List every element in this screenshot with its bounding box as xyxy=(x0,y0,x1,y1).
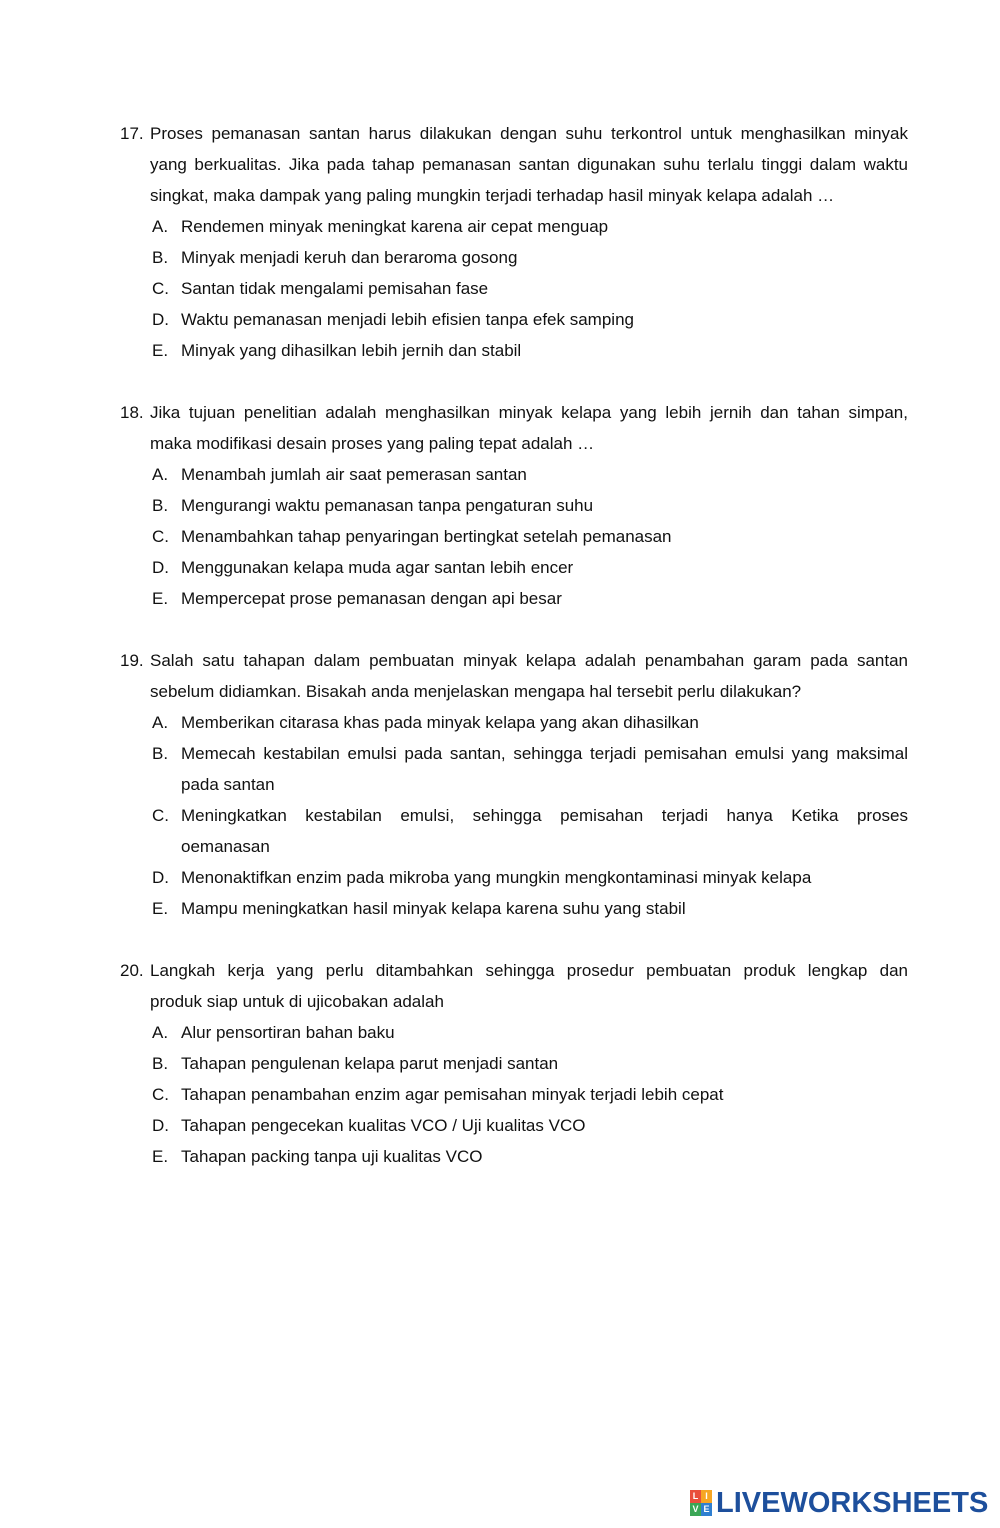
option-text: Memecah kestabilan emulsi pada santan, sehingga terjadi pemisahan emulsi yang maksimal xyxy=(181,744,908,763)
question-number: 19. xyxy=(120,651,144,670)
option-b[interactable] xyxy=(120,490,908,521)
option-c-continued[interactable] xyxy=(120,831,908,862)
option-text: Tahapan pengulenan kelapa parut menjadi santan xyxy=(181,1054,559,1073)
option-text: Meningkatkan kestabilan emulsi, sehingga pemisahan terjadi hanya Ketika proses xyxy=(181,806,908,825)
option-letter: B. xyxy=(152,1054,169,1073)
question-text-line: Jika tujuan penelitian adalah menghasilkan minyak kelapa yang lebih jernih dan tahan simpan, xyxy=(150,403,908,422)
option-text: Tahapan pengecekan kualitas VCO / Uji kualitas VCO xyxy=(181,1116,586,1135)
option-text: Mempercepat prose pemanasan dengan api besar xyxy=(181,589,562,608)
question-text-line: Proses pemanasan santan harus dilakukan dengan suhu terkontrol untuk menghasilkan minyak xyxy=(150,124,908,143)
option-a[interactable] xyxy=(120,1017,908,1048)
logo-mark-icon xyxy=(690,1490,712,1516)
option-c[interactable] xyxy=(120,273,908,304)
option-letter: E. xyxy=(152,341,169,360)
option-a[interactable] xyxy=(120,459,908,490)
question-text-line: produk siap untuk di ujicobakan adalah xyxy=(150,992,444,1011)
liveworksheets-logo xyxy=(690,1486,988,1520)
option-letter: E. xyxy=(152,1147,169,1166)
question-text-line: Langkah kerja yang perlu ditambahkan sehingga prosedur pembuatan produk lengkap dan xyxy=(150,961,908,980)
option-letter: A. xyxy=(152,465,169,484)
option-b-continued[interactable] xyxy=(120,769,908,800)
logo-mark-cell: L xyxy=(690,1490,701,1503)
option-e[interactable] xyxy=(120,583,908,614)
option-a[interactable] xyxy=(120,211,908,242)
option-e[interactable] xyxy=(120,335,908,366)
question-text-line: yang berkualitas. Jika pada tahap pemanasan santan digunakan suhu terlalu tinggi dalam waktu xyxy=(150,155,908,174)
logo-text: LIVEWORKSHEETS xyxy=(716,1486,989,1519)
option-a[interactable] xyxy=(120,707,908,738)
option-e[interactable] xyxy=(120,1141,908,1172)
option-text: Menonaktifkan enzim pada mikroba yang mungkin mengkontaminasi minyak kelapa xyxy=(181,868,812,887)
option-text: Mengurangi waktu pemanasan tanpa pengaturan suhu xyxy=(181,496,594,515)
question-19 xyxy=(120,645,908,924)
option-d[interactable] xyxy=(120,1110,908,1141)
question-18 xyxy=(120,397,908,614)
question-20 xyxy=(120,955,908,1172)
question-text-line: sebelum didiamkan. Bisakah anda menjelaskan mengapa hal tersebit perlu dilakukan? xyxy=(150,682,802,701)
option-text: Santan tidak mengalami pemisahan fase xyxy=(181,279,489,298)
option-d[interactable] xyxy=(120,862,908,893)
option-text: Mampu meningkatkan hasil minyak kelapa karena suhu yang stabil xyxy=(181,899,686,918)
question-17 xyxy=(120,118,908,366)
option-letter: E. xyxy=(152,589,169,608)
question-text-line: maka modifikasi desain proses yang paling tepat adalah … xyxy=(150,434,595,453)
option-letter: A. xyxy=(152,1023,169,1042)
option-text: Tahapan packing tanpa uji kualitas VCO xyxy=(181,1147,483,1166)
question-number: 20. xyxy=(120,961,144,980)
logo-mark-cell: E xyxy=(701,1503,712,1516)
option-b[interactable] xyxy=(120,738,908,769)
option-letter: A. xyxy=(152,713,169,732)
option-text: Memberikan citarasa khas pada minyak kelapa yang akan dihasilkan xyxy=(181,713,699,732)
option-text: Tahapan penambahan enzim agar pemisahan minyak terjadi lebih cepat xyxy=(181,1085,724,1104)
option-text: Minyak yang dihasilkan lebih jernih dan stabil xyxy=(181,341,522,360)
option-text: pada santan xyxy=(181,775,275,794)
option-b[interactable] xyxy=(120,1048,908,1079)
option-letter: C. xyxy=(152,806,169,825)
option-e[interactable] xyxy=(120,893,908,924)
question-text-line: Salah satu tahapan dalam pembuatan minyak kelapa adalah penambahan garam pada santan xyxy=(150,651,908,670)
option-letter: D. xyxy=(152,558,169,577)
option-text: Menggunakan kelapa muda agar santan lebih encer xyxy=(181,558,574,577)
option-letter: C. xyxy=(152,1085,169,1104)
option-text: Minyak menjadi keruh dan beraroma gosong xyxy=(181,248,518,267)
option-b[interactable] xyxy=(120,242,908,273)
option-letter: D. xyxy=(152,1116,169,1135)
option-letter: B. xyxy=(152,496,169,515)
option-letter: D. xyxy=(152,868,169,887)
option-letter: E. xyxy=(152,899,169,918)
option-letter: D. xyxy=(152,310,169,329)
option-d[interactable] xyxy=(120,552,908,583)
option-letter: A. xyxy=(152,217,169,236)
option-d[interactable] xyxy=(120,304,908,335)
question-text-line: singkat, maka dampak yang paling mungkin terjadi terhadap hasil minyak kelapa adalah … xyxy=(150,186,835,205)
option-text: Menambahkan tahap penyaringan bertingkat setelah pemanasan xyxy=(181,527,672,546)
option-c[interactable] xyxy=(120,800,908,831)
option-text: Waktu pemanasan menjadi lebih efisien tanpa efek samping xyxy=(181,310,634,329)
question-number: 17. xyxy=(120,124,144,143)
option-text: Rendemen minyak meningkat karena air cepat menguap xyxy=(181,217,609,236)
option-letter: B. xyxy=(152,744,169,763)
logo-mark-cell: I xyxy=(701,1490,712,1503)
option-letter: B. xyxy=(152,248,169,267)
option-letter: C. xyxy=(152,279,169,298)
option-text: Menambah jumlah air saat pemerasan santan xyxy=(181,465,527,484)
option-text: oemanasan xyxy=(181,837,270,856)
logo-mark-cell: V xyxy=(690,1503,701,1516)
option-letter: C. xyxy=(152,527,169,546)
question-number: 18. xyxy=(120,403,144,422)
option-c[interactable] xyxy=(120,1079,908,1110)
option-c[interactable] xyxy=(120,521,908,552)
option-text: Alur pensortiran bahan baku xyxy=(181,1023,395,1042)
